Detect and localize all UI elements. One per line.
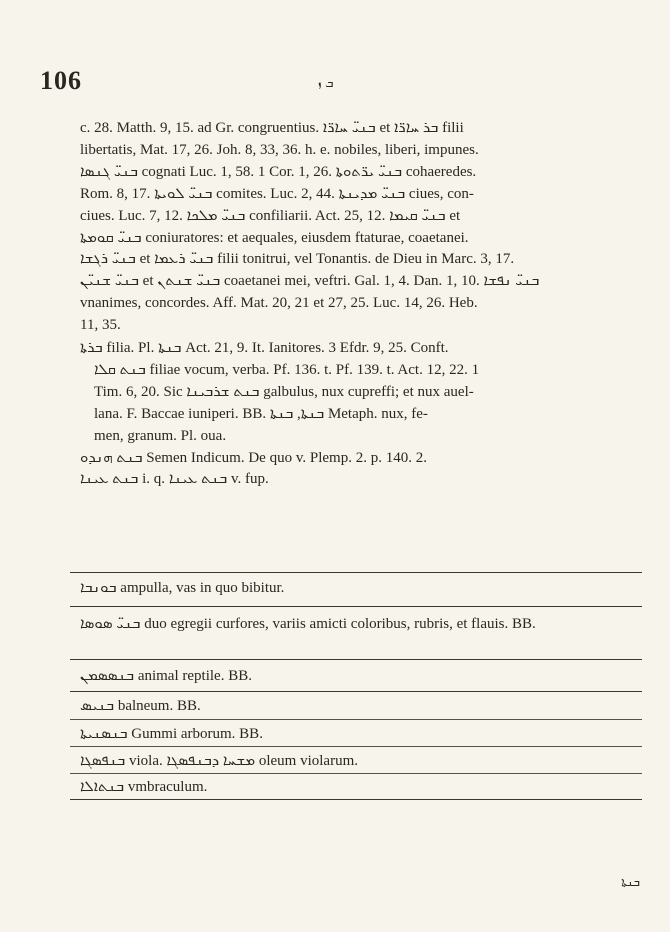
separator-rule — [70, 719, 642, 720]
text-line: lana. F. Baccae iuniperi. BB. ܒܢܬܐ, ܒܢܬܐ Metaph. nux, fe- — [94, 405, 428, 422]
text-line: ciues. Luc. 7, 12. ܒܢܝ̈ ܡܠܟܐ confiliarii. Act. 25, 12. ܒܢܝ̈ ܩܝܡܐ et — [80, 207, 461, 224]
entry-block-1 — [80, 118, 636, 337]
separator-rule — [70, 572, 642, 573]
catchword: ܒܢܬܐ — [621, 875, 640, 889]
separator-rule — [70, 773, 642, 774]
entry-viola: ܒܢܦܣܓܐ viola. ܡܫܚܐ ܕܒܢܦܣܓܐ oleum violarum. — [80, 753, 359, 769]
text-line: libertatis, Mat. 17, 26. Joh. 8, 33, 36. h. e. nobiles, liberi, impunes. — [80, 141, 479, 158]
separator-rule — [70, 799, 642, 800]
entry-curfores: ܒܢܝ̈ ܣܘܣܐ duo egregii curfores, variis amicti coloribus, rubris, et flauis. BB. — [80, 616, 536, 632]
entry-animal: ܒܢܣܣܡܢ animal reptile. BB. — [80, 668, 252, 684]
page-number: 106 — [40, 66, 82, 95]
separator-rule — [70, 746, 642, 747]
text-line: ܒܢܝ̈ ܫܢܝ̈ܢ et ܒܢܝ̈ ܫܢܬܢ coaetanei mei, veftri. Gal. 1, 4. Dan. 1, 10. ܒܢܝ̈ ܢܦܫܐ — [80, 273, 540, 290]
text-line: 11, 35. — [80, 317, 121, 334]
entry-block-2 — [80, 338, 636, 491]
text-line: ܒܢܝ̈ ܪܓܫܐ et ܒܢܝ̈ ܪܥܡܐ filii tonitrui, vel Tonantis. de Dieu in Marc. 3, 17. — [80, 251, 515, 268]
entry-ampulla: ܒܘܢܒܐ ampulla, vas in quo bibitur. — [80, 580, 285, 596]
entry-vmbraculum: ܒܢܬܐܠܐ vmbraculum. — [80, 779, 208, 795]
text-line: ܒܢܝ̈ ܩܘܡܬܐ coniuratores: et aequales, eiusdem ftaturae, coaetanei. — [80, 229, 469, 246]
running-head: ܒ ܙ — [318, 76, 334, 90]
text-line: ܒܪܬܐ filia. Pl. ܒܢܬܐ Act. 21, 9. It. Ianitores. 3 Efdr. 9, 25. Conft. — [80, 340, 449, 356]
separator-rule — [70, 691, 642, 692]
separator-rule — [70, 606, 642, 607]
separator-rule — [70, 659, 642, 660]
text-line: c. 28. Matth. 9, 15. ad Gr. congruentius. ܒܢܝ̈ ܚܐܪ̈ܐ et ܒܪ ܚܐܪ̈ܐ filii — [80, 120, 464, 136]
text-line: men, granum. Pl. oua. — [94, 427, 227, 444]
text-line: ܒܢܬ ܩܠܐ filiae vocum, verba. Pf. 136. t. Pf. 139. t. Act. 12, 22. 1 — [94, 361, 480, 378]
text-line: ܒܢܬ ܗܢܕܘ Semen Indicum. De quo v. Plemp. 2. p. 140. 2. — [80, 449, 427, 466]
text-line: vnanimes, concordes. Aff. Mat. 20, 21 et 27, 25. Luc. 14, 26. Heb. — [80, 295, 478, 312]
text-line: Rom. 8, 17. ܒܢܝ̈ ܠܘܝܬܐ comites. Luc. 2, 44. ܒܢܝ̈ ܡܕܝܢܬܐ ciues, con- — [80, 185, 474, 202]
text-line: ܒܢܬ ܥܝܢܐ i. q. ܒܢܬ ܥܝܢܐ v. fup. — [80, 471, 269, 488]
entry-gummi: ܒܢܣܢܝܬܐ Gummi arborum. BB. — [80, 726, 263, 742]
text-line: Tim. 6, 20. Sic ܒܢܬ ܫܪܒܝܢܐ galbulus, nux cupreffi; et nux auel- — [94, 383, 474, 400]
text-line: ܒܢܝ̈ ܓܢܣܐ cognati Luc. 1, 58. 1 Cor. 1, 26. ܒܢܝ̈ ܝܪ̈ܬܘܬܐ cohaeredes. — [80, 163, 477, 180]
entry-balneum: ܒܢܝܣ balneum. BB. — [80, 698, 201, 714]
